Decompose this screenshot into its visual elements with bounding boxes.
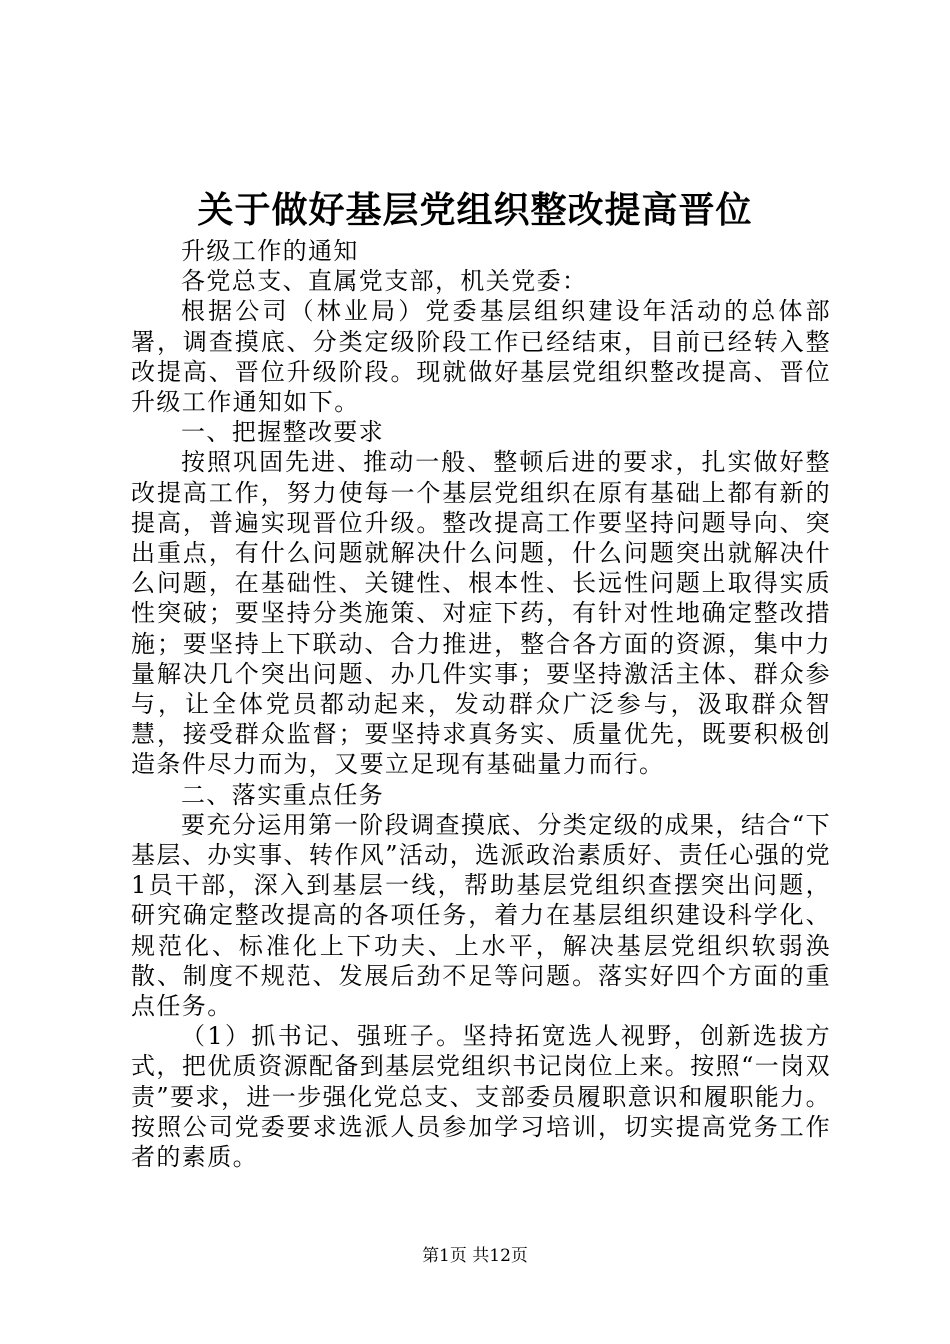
- document-title: 关于做好基层党组织整改提高晋位: [197, 189, 753, 231]
- paragraph-recipients: 各党总支、直属党支部，机关党委：: [181, 267, 588, 296]
- paragraph-intro: 根据公司（林业局）党委基层组织建设年活动的总体部署，调查摸底、分类定级阶段工作已经结束，目前已经转入整改提高、晋位升级阶段。现就做好基层党组织整改提高、晋位升级工作通知如下。: [131, 297, 831, 417]
- paragraph-section-1: 按照巩固先进、推动一般、整顿后进的要求，扎实做好整改提高工作，努力使每一个基层党组织在原有基础上都有新的提高，普遍实现晋位升级。整改提高工作要坚持问题导向、突出重点，有什么问题就解决什么问题，什么问题突出就解决什么问题，在基础性、关键性、根本性、长远性问题上取得实质性突破；要坚持分类施策、对症下药，有针对性地确定整改措施；要坚持上下联动、合力推进，整合各方面的资源，集中力量解决几个突出问题、办几件实事；要坚持激活主体、群众参与，让全体党员都动起来，发动群众广泛参与，汲取群众智慧，接受群众监督；要坚持求真务实、质量优先，既要积极创造条件尽力而为，又要立足现有基础量力而行。: [131, 448, 831, 779]
- paragraph-section-2: 要充分运用第一阶段调查摸底、分类定级的成果，结合“下基层、办实事、转作风”活动，选派政治素质好、责任心强的党1员干部，深入到基层一线，帮助基层党组织查摆突出问题，研究确定整改提高的各项任务，着力在基层组织建设科学化、规范化、标准化上下功夫、上水平，解决基层党组织软弱涣散、制度不规范、发展后劲不足等问题。落实好四个方面的重点任务。: [131, 810, 831, 1021]
- paragraph-subtitle: 升级工作的通知: [181, 237, 359, 265]
- section-heading-1: 一、把握整改要求: [181, 418, 385, 447]
- document-body: [131, 236, 831, 1172]
- paragraph-item-1: （1）抓书记、强班子。坚持拓宽选人视野，创新选拔方式，把优质资源配备到基层党组织书记岗位上来。按照“一岗双责”要求，进一步强化党总支、支部委员履职意识和履职能力。按照公司党委要求选派人员参加学习培训，切实提高党务工作者的素质。: [131, 1022, 831, 1172]
- page-footer: 第1页 共12页: [422, 1246, 528, 1266]
- section-heading-2: 二、落实重点任务: [181, 780, 385, 809]
